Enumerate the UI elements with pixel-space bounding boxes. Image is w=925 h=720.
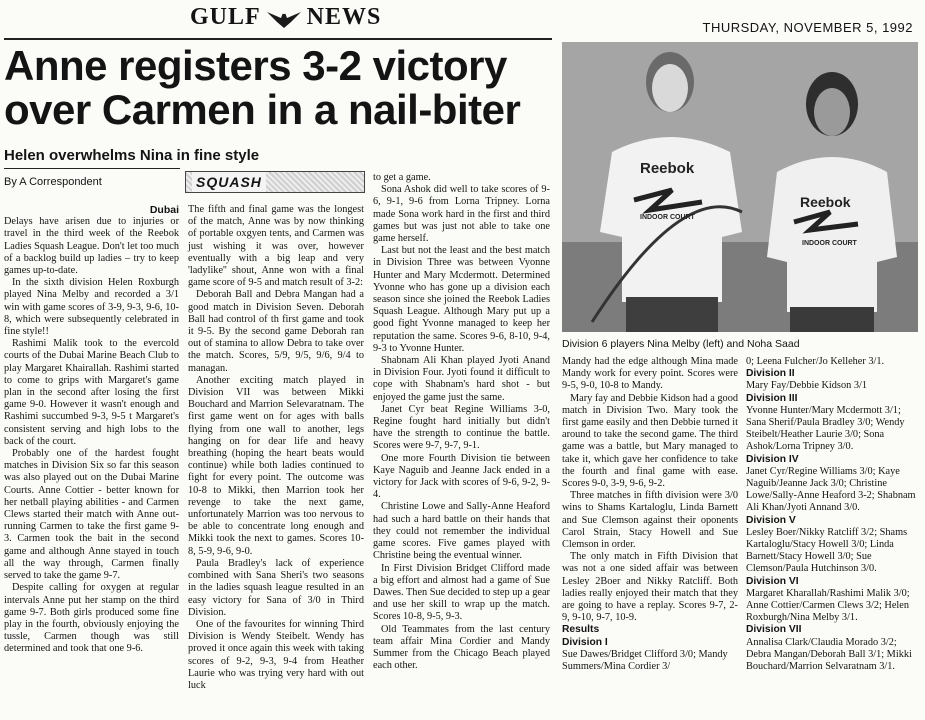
paragraph: Christine Lowe and Sally-Anne Heaford had such a hard battle on their hands that they could not remember the individual game scores. Five games played with Christine being the eventual winner. (373, 501, 550, 562)
paragraph: The fifth and final game was the longest of the match, Anne was by now thinking of portable oxgyen tents, and Carmen was just wishing it was over, however eventually with a big leap and very 'ladylike'' shout, Anne won with a final game score of 9-5 and match result of 3-2: (188, 204, 364, 289)
dateline: THURSDAY, NOVEMBER 5, 1992 (702, 20, 913, 35)
paragraph: Deborah Ball and Debra Mangan had a good match in Division Seven. Deborah Ball had control of th first game and took it 9-5. By the second game Deborah ran out of stamina to allow Debra to take over the match. Scores, 5/9, 9/5, 9/6, 9/4 to managan. (188, 289, 364, 374)
paragraph: In the sixth division Helen Roxburgh played Nina Melby and recorded a 3/1 win with game scores of 3-9, 9-3, 9-6, 10-8, which were subsequently celebrated in fine style!! (4, 277, 179, 338)
division-heading: Division VII (746, 624, 802, 636)
division-heading: Division V (746, 514, 796, 526)
paragraph: Despite calling for oxygen at regular intervals Anne put her stamp on the third game 9-7. Both girls produced some fine play in the fourth, obviously enjoying the tussle, Carmen though was still determined and took that one 9-6. (4, 582, 179, 655)
article-column-5 (746, 356, 920, 673)
paragraph: Three matches in fifth division were 3/0 wins to Shams Kartaloglu, Linda Barnett and Sue Clemson against their oponents Carol Strain, Stacy Howell and Sue Clemson in order. (562, 490, 738, 551)
dateline-place: Dubai (149, 204, 179, 216)
paragraph: Another exciting match played in Division VII was between Mikki Bouchard and Marrion Selevaratnam. The first game went on for ages with balls flying from one wall to another, legs hanging on for dear life and heavy breathing (hoping the heart beats would continue) while both ladies continued to fight for every point. The outcome was 10-8 to Mikki, then Marrion took her revenge to take the next game, unfortunately Marrion was too nervous to be able to concentrate long enough and Mikki took the next to games. Scores 10-8, 5-9, 9-6, 9-0. (188, 374, 364, 557)
paragraph: In First Division Bridget Clifford made a big effort and almost had a game of Sue Dawes. Then Sue decided to step up a gear and use her skill to wrap up the match. Scores 10-8, 9-5, 9-3. (373, 562, 550, 623)
byline: By A Correspondent (4, 176, 102, 188)
results-continued: 0; Leena Fulcher/Jo Kelleher 3/1. (746, 356, 885, 367)
paragraph: Last but not the least and the best match in Division Three was between Vyonne Hunter and Mary Mcdermott. Determined Yvonne who has gone up a division each season since she joined the Reebok Ladies Squash League. Although Mary put up a good fight Yvonne managed to keep her reputation the same. Scores 9-6, 8-10, 9-4, 9-3 to Yvonne Hunter. (373, 245, 550, 354)
photo-players (562, 42, 918, 332)
paragraph: Rashimi Malik took to the evercold courts of the Dubai Marine Beach Club to play Margaret Khairallah. Rashimi started to come to grips with Margaret's game plan in the second after losing the first game 9-0. However it wasn't enough and Rashimi succumbed 9-3, 9-5 t Margaret's consistent serving and high lobs to the back of the court. (4, 338, 179, 447)
article-column-3 (373, 172, 550, 672)
division-results: Janet Cyr/Regine Williams 3/0; Kaye Naguib/Jeanne Jack 3/0; Christine Lowe/Sally-Anne Heaford 3-2; Shabnam Ali Khan/Jyoti Annand 3/0. (746, 465, 916, 514)
photo-caption: Division 6 players Nina Melby (left) and Noha Saad (562, 338, 800, 350)
paragraph: One more Fourth Division tie between Kaye Naguib and Jeanne Jack ended in a victory for Jack with scores of 9-6, 9-2, 9-4. (373, 452, 550, 501)
section-kicker (185, 171, 365, 193)
division-results: Yvonne Hunter/Mary Mcdermott 3/1; Sana Sherif/Paula Bradley 3/0; Wendy Steibelt/Heather Laurie 3/0; Sona Ashok/Lorna Tripney 3/0. (746, 404, 905, 453)
division-heading: Division VI (746, 575, 799, 587)
division-results: Lesley Boer/Nikky Ratcliff 3/2; Shams Kartaloglu/Stacy Howell 3/0; Linda Barnett/Stacy Howell 3/0; Sue Clemson/Paula Hutchinson 3/0. (746, 526, 908, 575)
paragraph: Paula Bradley's lack of experience combined with Sana Sheri's two seasons in the ladies squash league resulted in an easy victory for Sana of 3/0 in Third Division. (188, 557, 364, 618)
paragraph: Mary fay and Debbie Kidson had a good match in Division Two. Mary took the first game easily and then Debbie turned it around to take the second game. The third game was a battle, but Mary managed to take it, which gave her confidence to take the fourth and final game with ease. Scores 9-0, 3-9, 9-6, 9-2. (562, 392, 738, 490)
paragraph: Shabnam Ali Khan played Jyoti Anand in Division Four. Jyoti found it difficult to cope with Shabnam's hard shot - but enjoyed the game just the same. (373, 355, 550, 403)
subhead: Helen overwhelms Nina in fine style (4, 147, 260, 164)
paragraph: Sona Ashok did well to take scores of 9-6, 9-1, 9-6 from Lorna Tripney. Lorna made Sona work hard in the first and third games but was just not able to take one game herself. (373, 184, 550, 245)
shirt-text-right: Reebok (800, 194, 851, 210)
paragraph: One of the favourites for winning Third Division is Wendy Steibelt. Wendy has proved it once again this week with taking scores of 9-2, 9-3, 9-4 from Heather Laurie who was trying very hard with out luck (188, 618, 364, 691)
division-heading: Division II (746, 368, 795, 380)
paragraph: Mandy had the edge although Mina made Mandy work for every point. Scores were 9-5, 9-0, 10-8 to Mandy. (562, 356, 738, 392)
paragraph: Delays have arisen due to injuries or travel in the third week of the Reebok Ladies Squash League. Don't let too much of a backlog build up ladies – try to keep games up-to-date. (4, 216, 179, 277)
division-results: Annalisa Clark/Claudia Morado 3/2; Debra Mangan/Deborah Ball 3/1; Mikki Bouchard/Marrion Selvaratnam 3/1. (746, 636, 912, 673)
photo-illustration (562, 42, 918, 332)
paragraph: Janet Cyr beat Regine Williams 3-0, Regine fought hard initially but didn't have the strength to continue the battle. Scores were 9-7, 9-7, 9-1. (373, 403, 550, 452)
article-column-4 (562, 356, 738, 673)
paragraph: Probably one of the hardest fought matches in Division Six so far this season was also played out on the Dubai Marine Courts. Anne Cottier - better known for her netball playing abilities - and Carmen Clews started their match with Anne out-running Carmen to take the first game 9-3. Carmen took the bait in the second game and although Anne stayed in touch all the way through, Carmen finally served to take the game 9-7. (4, 448, 179, 582)
shirt-text-left: Reebok (640, 160, 695, 177)
results-heading: Results (562, 624, 600, 636)
byline-rule (4, 168, 180, 169)
paragraph: Old Teammates from the last century team affair Mina Cordier and Mandy Summer from the Chicago Beach played each other. (373, 623, 550, 672)
division-results: Sue Dawes/Bridget Clifford 3/0; Mandy Summers/Mina Cordier 3/ (562, 648, 728, 673)
headline-line-2: over Carmen in a nail-biter (4, 86, 521, 133)
article-column-1 (4, 204, 179, 656)
eagle-logo-icon (265, 6, 303, 30)
paragraph: The only match in Fifth Division that was not a one sided affair was between Lesley 2Boer and Nikky Ratcliff. Both ladies really enjoyed their match that they are going to have a replay. Scores 9-7, 2-9, 9-10, 9-7, 10-9. (562, 551, 738, 624)
masthead (190, 4, 381, 31)
paragraph: to get a game. (373, 172, 431, 183)
section-kicker-label: SQUASH (192, 172, 266, 192)
headline (4, 44, 564, 132)
masthead-rule (4, 38, 552, 40)
division-heading: Division IV (746, 453, 799, 465)
division-results: Margaret Kharallah/Rashimi Malik 3/0; Anne Cottier/Carmen Clews 3/2; Helen Roxburgh/Nina Melby 3/1. (746, 587, 910, 624)
headline-line-1: Anne registers 3-2 victory (4, 42, 507, 89)
shirt-sub-right: INDOOR COURT (802, 240, 857, 247)
division-heading: Division I (562, 636, 608, 648)
division-results: Mary Fay/Debbie Kidson 3/1 (746, 380, 867, 392)
masthead-left: GULF (190, 4, 261, 30)
division-heading: Division III (746, 392, 798, 404)
shirt-sub-left: INDOOR COURT (640, 214, 695, 221)
article-column-2 (188, 204, 364, 692)
masthead-right: NEWS (306, 4, 382, 30)
